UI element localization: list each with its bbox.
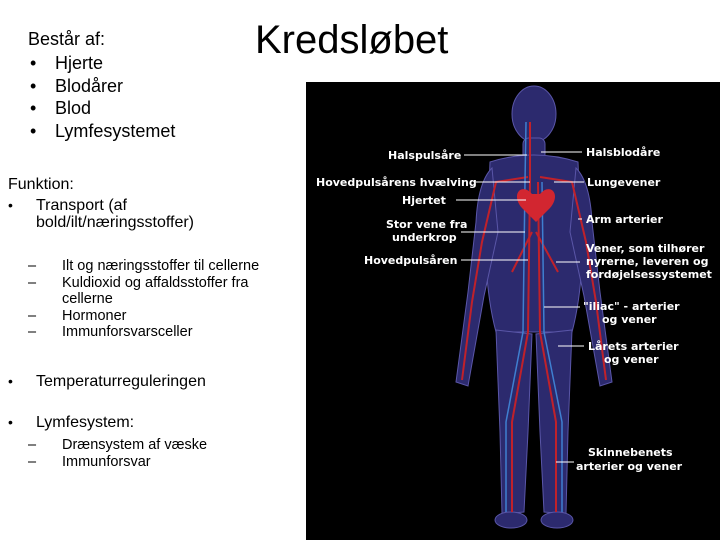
label-laar-2: og vener — [604, 353, 659, 366]
label-laar-1: Lårets arterier — [588, 340, 679, 353]
list-item: – Ilt og næringsstoffer til cellerne — [28, 258, 290, 275]
bullet-mark: • — [8, 373, 13, 389]
list-item: – Immunforsvarsceller — [28, 324, 290, 341]
list-item: – Drænsystem af væske — [28, 437, 290, 454]
slide-title: Kredsløbet — [255, 18, 449, 62]
transport-sublist — [28, 258, 290, 341]
list-item: • Hjerte — [28, 52, 175, 75]
transport-line-2: bold/ilt/næringsstoffer) — [36, 214, 194, 231]
label-arm-arterier: Arm arterier — [586, 213, 663, 226]
label-vener-1: Vener, som tilhører — [586, 242, 705, 255]
list-item: • Blodårer — [28, 75, 175, 98]
lymph-sublist — [28, 437, 290, 470]
label-halspulsaare: Halspulsåre — [388, 149, 462, 162]
list-item: – Immunforsvar — [28, 454, 290, 471]
label-skinneben-1: Skinnebenets — [588, 446, 673, 459]
label-lungevener: Lungevener — [587, 176, 661, 189]
components-list — [28, 52, 175, 142]
label-halsblodaare: Halsblodåre — [586, 146, 661, 159]
label-iliac-1: "iliac" - arterier — [583, 300, 680, 313]
label-vener-2: nyrerne, leveren og — [586, 255, 709, 268]
list-item: – Kuldioxid og affaldsstoffer fra cellerne — [28, 275, 290, 308]
label-hovedpulsaaren: Hovedpulsåren — [364, 254, 458, 267]
list-item: • Blod — [28, 97, 175, 120]
label-vener-3: fordøjelsessystemet — [586, 268, 712, 281]
list-item: – Hormoner — [28, 308, 290, 325]
circulatory-figure-svg — [306, 82, 720, 540]
bullet-mark: • — [8, 197, 13, 213]
lymph-label: Lymfesystem: — [36, 414, 135, 431]
label-hjertet: Hjertet — [402, 194, 446, 207]
intro-heading: Består af: — [28, 29, 106, 49]
label-stor-vene-1: Stor vene fra — [386, 218, 468, 231]
temperature-text: Temperaturreguleringen — [36, 373, 206, 390]
bullet-mark: • — [8, 414, 13, 430]
list-item: • Lymfesystemet — [28, 120, 175, 143]
circulatory-system-figure — [306, 82, 720, 540]
function-heading: Funktion: — [8, 176, 74, 193]
label-skinneben-2: arterier og vener — [576, 460, 683, 473]
label-iliac-2: og vener — [602, 313, 657, 326]
label-stor-vene-2: underkrop — [392, 231, 457, 244]
label-hovedpulsaarens-hvaelving: Hovedpulsårens hvælving — [316, 176, 477, 189]
transport-line-1: Transport (af — [36, 197, 127, 214]
